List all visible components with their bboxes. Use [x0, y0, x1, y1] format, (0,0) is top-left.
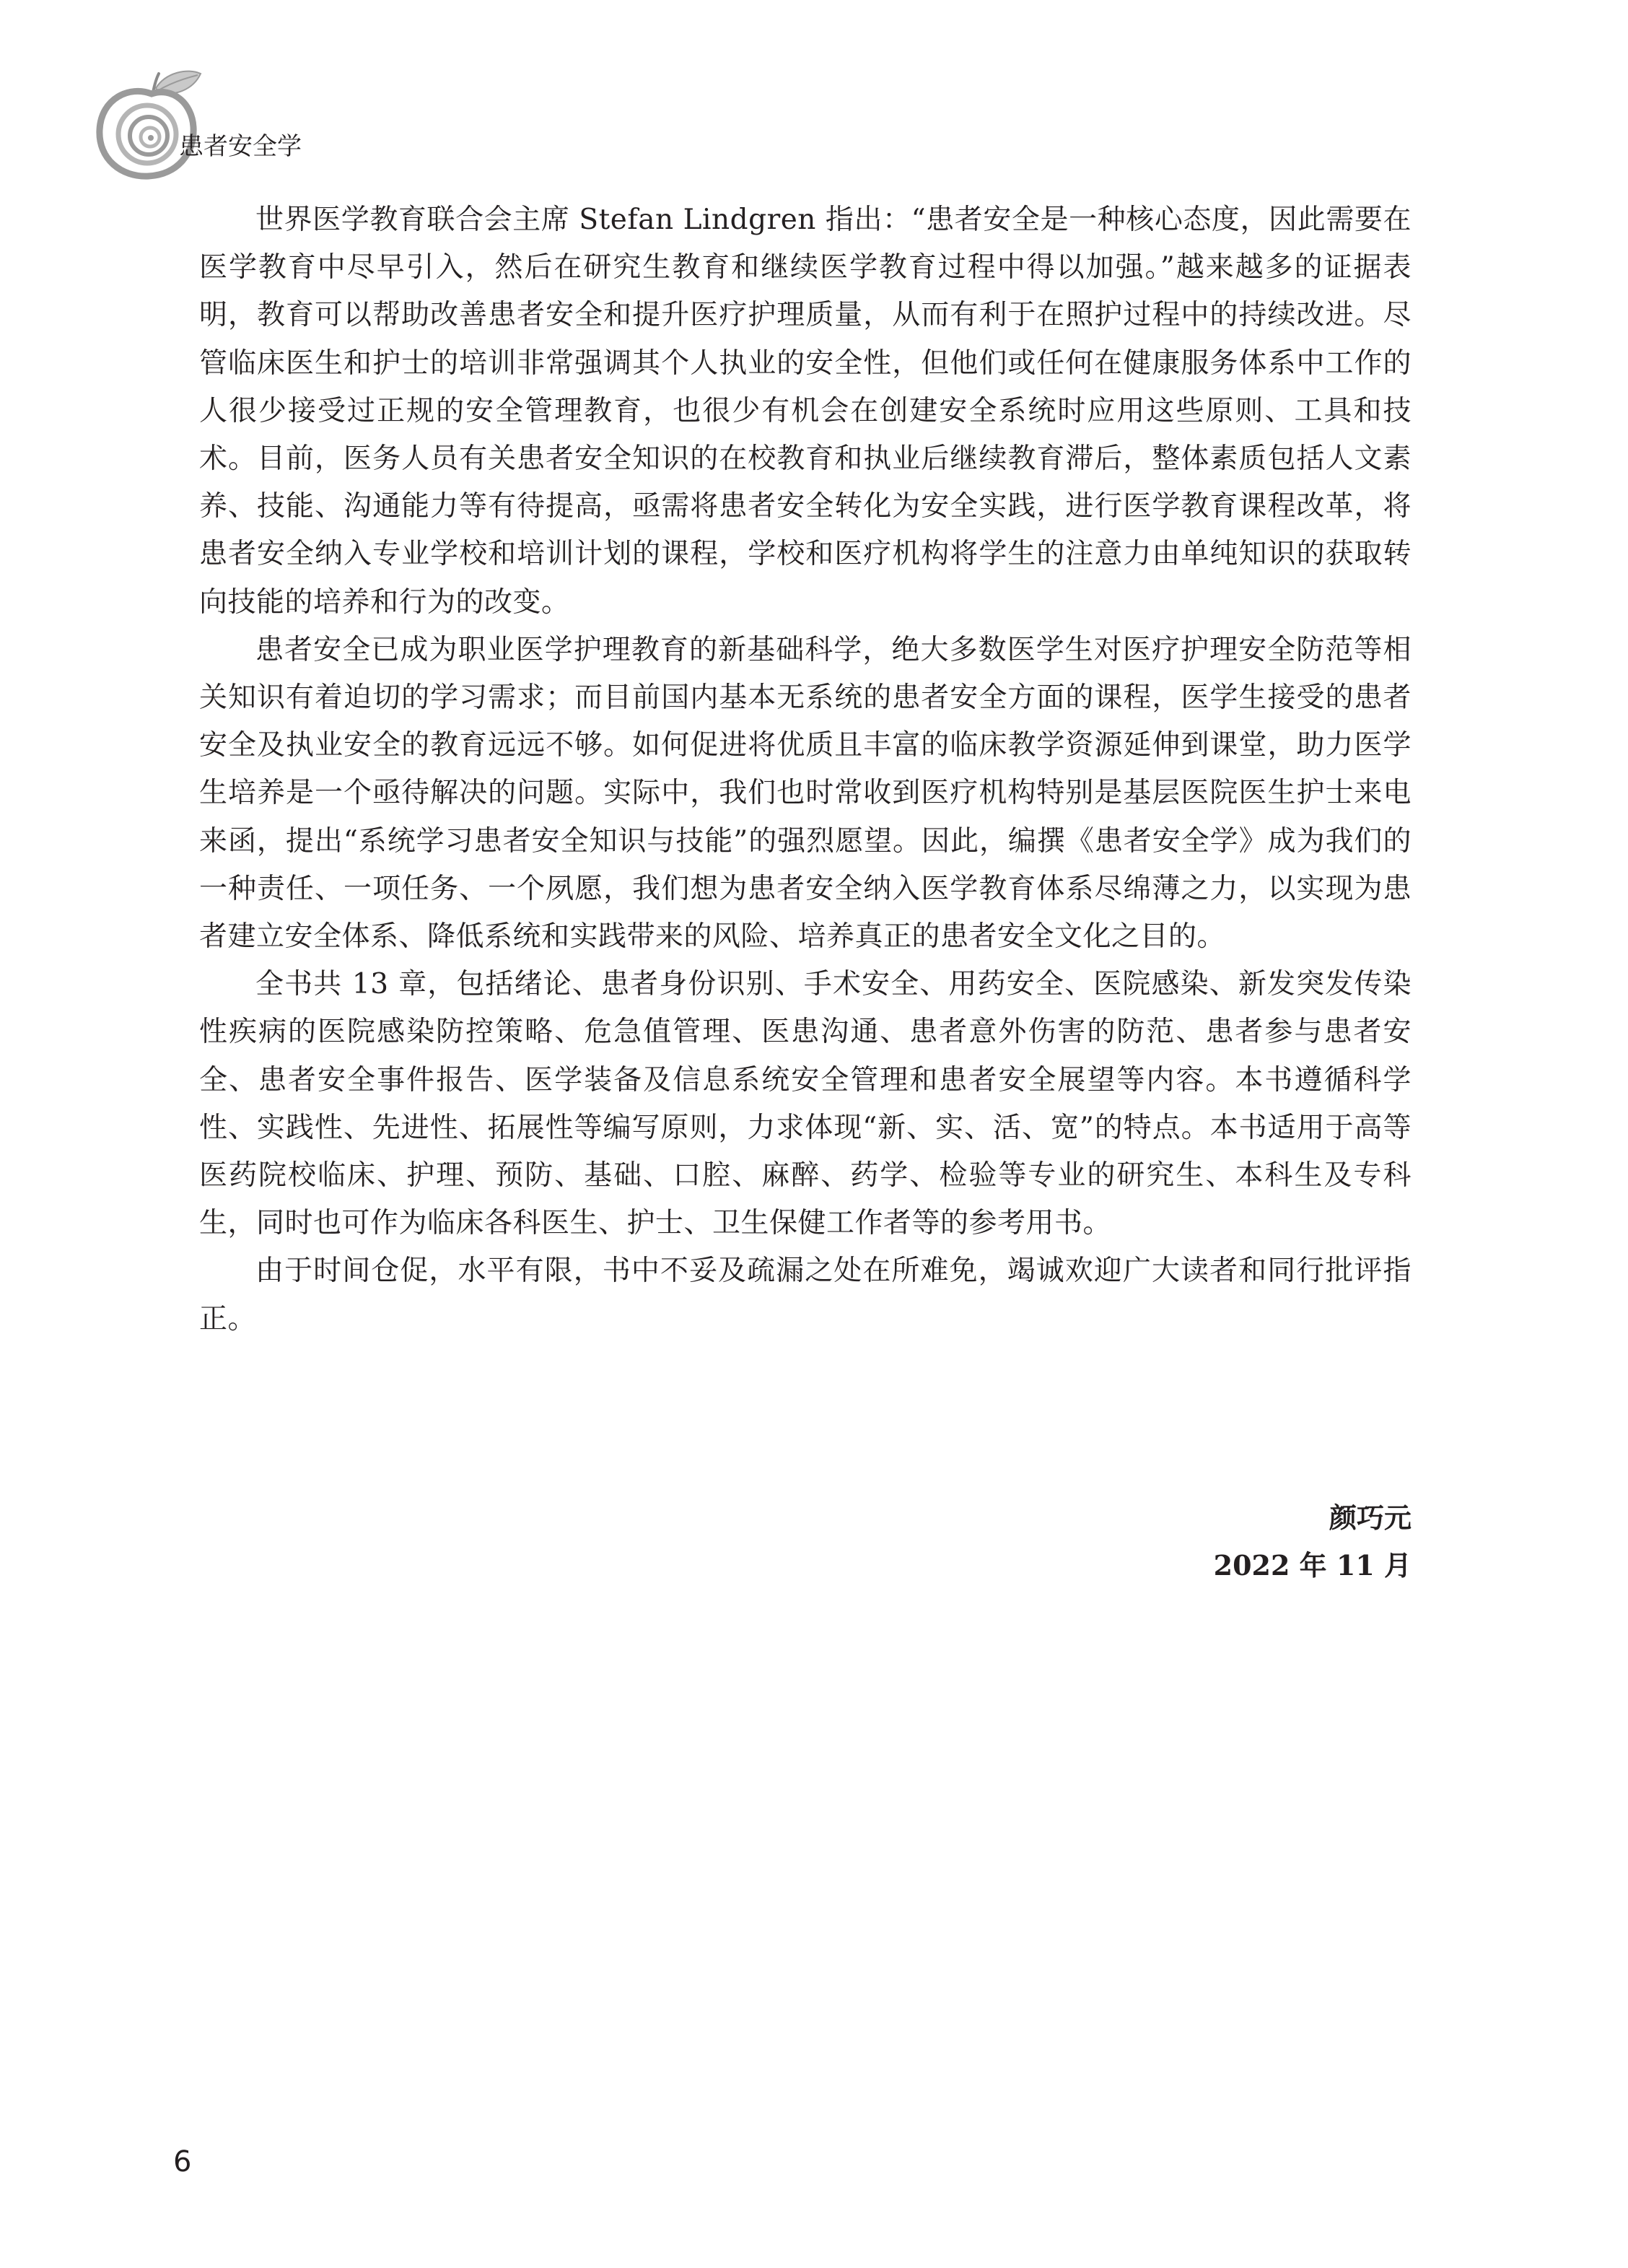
- apple-swirl-logo-icon: [87, 61, 209, 183]
- paragraph: 由于时间仓促，水平有限，书中不妥及疏漏之处在所难免，竭诚欢迎广大读者和同行批评指正。: [199, 1255, 1412, 1335]
- preface-body: [199, 196, 1412, 1343]
- running-header: [87, 61, 520, 183]
- author-name: 颜巧元: [1329, 1502, 1412, 1534]
- paragraph: 患者安全已成为职业医学护理教育的新基础科学，绝大多数医学生对医疗护理安全防范等相关知识有着迫切的学习需求；而目前国内基本无系统的患者安全方面的课程，医学生接受的患者安全及执业安全的教育远远不够。如何促进将优质且丰富的临床教学资源延伸到课堂，助力医学生培养是一个亟待解决的问题。实际中，我们也时常收到医疗机构特别是基层医院医生护士来电来函，提出“系统学习患者安全知识与技能”的强烈愿望。因此，编撰《患者安全学》成为我们的一种责任、一项任务、一个夙愿，我们想为患者安全纳入医学教育体系尽绵薄之力，以实现为患者建立安全体系、降低系统和实践带来的风险、培养真正的患者安全文化之目的。: [199, 633, 1412, 954]
- book-title: 患者安全学: [179, 132, 302, 161]
- signature-date: 2022 年 11 月: [1213, 1549, 1412, 1582]
- paragraph: 全书共 13 章，包括绪论、患者身份识别、手术安全、用药安全、医院感染、新发突发传染性疾病的医院感染防控策略、危急值管理、医患沟通、患者意外伤害的防范、患者参与患者安全、患者安全事件报告、医学装备及信息系统安全管理和患者安全展望等内容。本书遵循科学性、实践性、先进性、拓展性等编写原则，力求体现“新、实、活、宽”的特点。本书适用于高等医药院校临床、护理、预防、基础、口腔、麻醉、药学、检验等专业的研究生、本科生及专科生，同时也可作为临床各科医生、护士、卫生保健工作者等的参考用书。: [199, 968, 1412, 1240]
- page-number: 6: [173, 2145, 192, 2178]
- signature-block: [1214, 1494, 1412, 1589]
- paragraph: 世界医学教育联合会主席 Stefan Lindgren 指出：“患者安全是一种核心态度，因此需要在医学教育中尽早引入，然后在研究生教育和继续医学教育过程中得以加强。”越来越多的证据表明，教育可以帮助改善患者安全和提升医疗护理质量，从而有利于在照护过程中的持续改进。尽管临床医生和护士的培训非常强调其个人执业的安全性，但他们或任何在健康服务体系中工作的人很少接受过正规的安全管理教育，也很少有机会在创建安全系统时应用这些原则、工具和技术。目前，医务人员有关患者安全知识的在校教育和执业后继续教育滞后，整体素质包括人文素养、技能、沟通能力等有待提高，亟需将患者安全转化为安全实践，进行医学教育课程改革，将患者安全纳入专业学校和培训计划的课程，学校和医疗机构将学生的注意力由单纯知识的获取转向技能的培养和行为的改变。: [199, 204, 1412, 619]
